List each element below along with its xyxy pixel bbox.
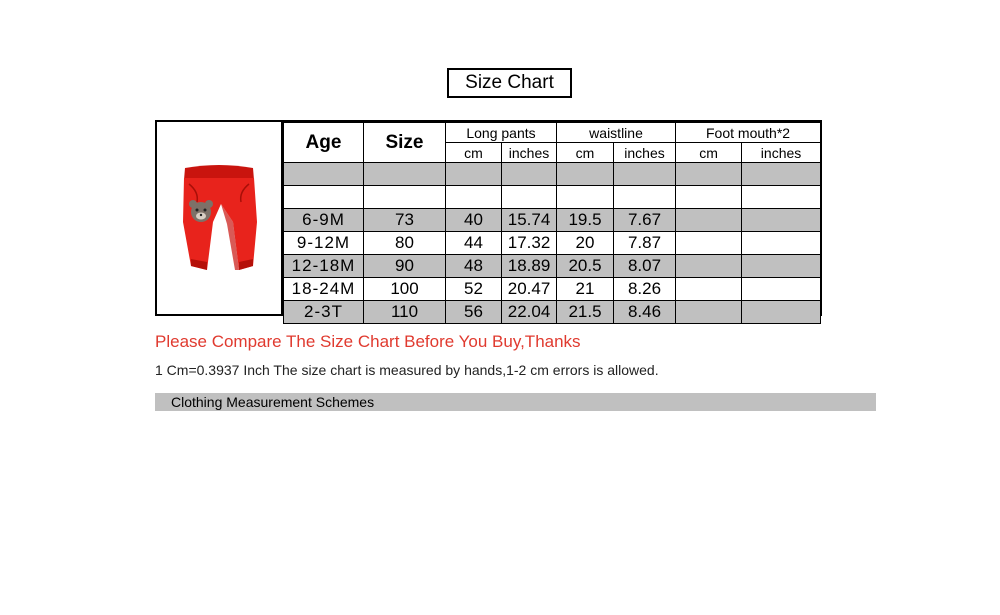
table-row [284,209,821,232]
waist-in-cell: 8.46 [614,301,676,324]
table-row [284,255,821,278]
age-cell: 12-18M [284,255,364,278]
waist-cm-cell: 20.5 [557,255,614,278]
foot-in-cell [742,232,821,255]
size-table [283,122,821,324]
waistline-header: waistline [557,123,676,143]
foot-in-cell [742,209,821,232]
long-cm-cell: 40 [446,209,502,232]
foot-cm-cell [676,209,742,232]
inches-subheader: inches [742,143,821,163]
product-image-cell [157,122,283,314]
table-row [284,278,821,301]
measurement-schemes-bar [155,393,876,411]
waist-in-cell: 8.26 [614,278,676,301]
size-header: Size [364,123,446,163]
blank-row [284,163,821,186]
measurement-schemes-label: Clothing Measurement Schemes [171,394,375,410]
table-row [284,232,821,255]
waist-cm-cell: 21.5 [557,301,614,324]
waist-in-cell: 7.67 [614,209,676,232]
foot-cm-cell [676,232,742,255]
inches-subheader: inches [502,143,557,163]
foot-cm-cell [676,255,742,278]
foot-mouth-header: Foot mouth*2 [676,123,821,143]
foot-cm-cell [676,301,742,324]
inches-subheader: inches [614,143,676,163]
foot-in-cell [742,301,821,324]
long-cm-cell: 52 [446,278,502,301]
cm-subheader: cm [557,143,614,163]
table-row [284,301,821,324]
waist-cm-cell: 21 [557,278,614,301]
cm-subheader: cm [676,143,742,163]
size-chart-title: Size Chart [447,68,572,98]
size-cell: 110 [364,301,446,324]
foot-in-cell [742,255,821,278]
measurement-note: 1 Cm=0.3937 Inch The size chart is measured by hands,1-2 cm errors is allowed. [155,362,659,378]
size-cell: 100 [364,278,446,301]
long-in-cell: 17.32 [502,232,557,255]
long-pants-header: Long pants [446,123,557,143]
waist-cm-cell: 20 [557,232,614,255]
age-header: Age [284,123,364,163]
size-cell: 90 [364,255,446,278]
age-cell: 9-12M [284,232,364,255]
foot-cm-cell [676,278,742,301]
waist-cm-cell: 19.5 [557,209,614,232]
blank-row [284,186,821,209]
long-cm-cell: 48 [446,255,502,278]
size-cell: 80 [364,232,446,255]
long-cm-cell: 56 [446,301,502,324]
long-in-cell: 18.89 [502,255,557,278]
cm-subheader: cm [446,143,502,163]
waist-in-cell: 7.87 [614,232,676,255]
long-in-cell: 22.04 [502,301,557,324]
long-in-cell: 15.74 [502,209,557,232]
size-cell: 73 [364,209,446,232]
age-cell: 18-24M [284,278,364,301]
waist-in-cell: 8.07 [614,255,676,278]
compare-notice: Please Compare The Size Chart Before You Buy,Thanks [155,332,581,351]
long-cm-cell: 44 [446,232,502,255]
size-chart [155,120,822,321]
red-pants-image [177,162,261,274]
age-cell: 2-3T [284,301,364,324]
long-in-cell: 20.47 [502,278,557,301]
foot-in-cell [742,278,821,301]
age-cell: 6-9M [284,209,364,232]
